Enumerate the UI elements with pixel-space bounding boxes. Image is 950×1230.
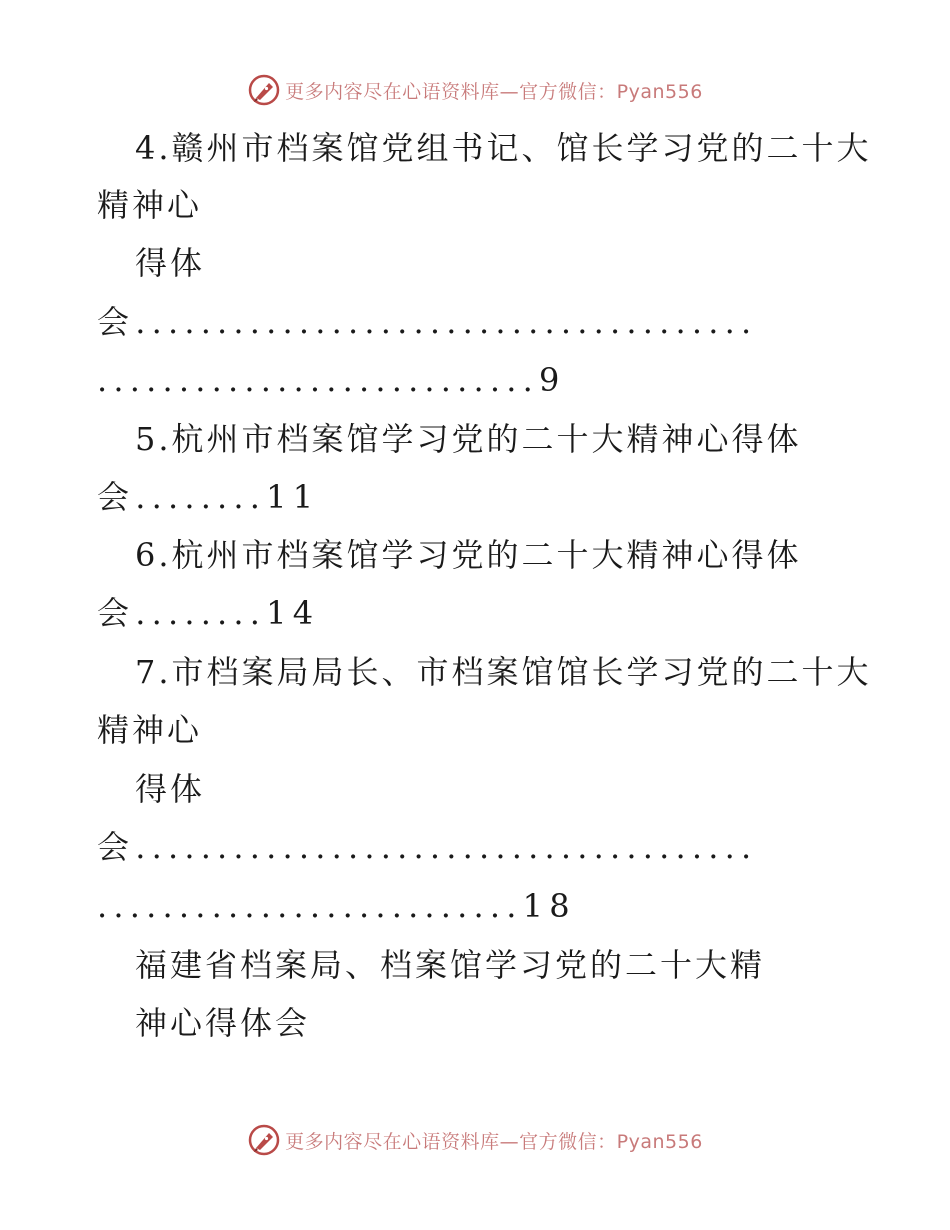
watermark-footer [0,1120,950,1160]
toc-entry-4-title-cont2: 得体 [135,244,206,282]
watermark-text: 更多内容尽在心语资料库—官方微信：Pyan556 [285,80,703,103]
toc-entry-6-page: 会........14 [97,594,320,632]
toc-entry-4-title-cont: 精神心 [97,186,203,224]
toc-entry-7-leader: 会...................................... [97,828,758,866]
toc-entry-5-title[interactable]: 5.杭州市档案馆学习党的二十大精神心得体 [135,420,802,458]
toc-entry-7-title[interactable]: 7.市档案局局长、市档案馆馆长学习党的二十大 [135,653,872,691]
toc-entry-7-page: ..........................18 [97,887,576,925]
watermark-text: 更多内容尽在心语资料库—官方微信：Pyan556 [285,1130,703,1153]
section-heading: 福建省档案局、档案馆学习党的二十大精 [135,946,766,984]
pen-nib-logo-icon [247,1123,281,1157]
toc-entry-6-title[interactable]: 6.杭州市档案馆学习党的二十大精神心得体 [135,536,802,574]
section-heading-cont: 神心得体会 [135,1004,311,1042]
toc-entry-7-title-cont: 精神心 [97,711,203,749]
toc-entry-7-title-cont2: 得体 [135,770,206,808]
pen-nib-logo-icon [247,73,281,107]
toc-entry-5-page: 会........11 [97,478,320,516]
watermark-header [0,70,950,110]
toc-entry-4-title[interactable]: 4.赣州市档案馆党组书记、馆长学习党的二十大 [135,129,872,167]
toc-entry-4-leader: 会...................................... [97,303,758,341]
toc-entry-4-page: ...........................9 [97,361,566,399]
